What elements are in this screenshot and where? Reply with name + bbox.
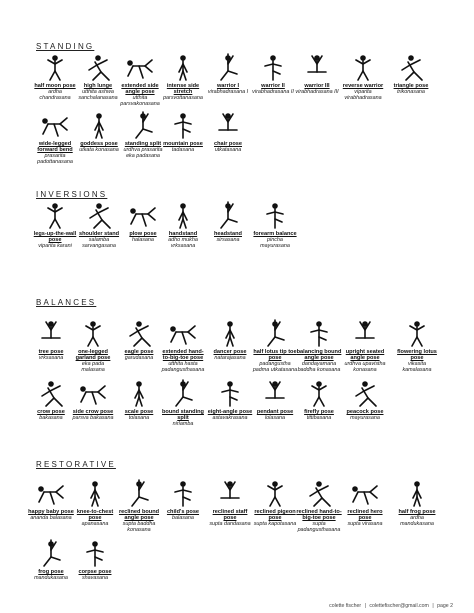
- pose-figure-icon: [215, 478, 245, 508]
- pose-sanskrit-name: balasana: [172, 515, 194, 522]
- pose-card-restorative: [28, 478, 74, 521]
- pose-name: intense side stretch: [166, 83, 200, 96]
- pose-sanskrit-name: tolasana: [128, 415, 150, 422]
- pose-name: triangle pose: [393, 83, 429, 89]
- pose-figure-icon: [302, 52, 332, 82]
- pose-sanskrit-name: mayurasana: [350, 415, 380, 422]
- footer-separator: |: [432, 603, 434, 609]
- pose-card-restorative: [72, 478, 118, 527]
- pose-figure-icon: [350, 478, 380, 508]
- pose-figure-icon: [36, 478, 66, 508]
- pose-name: chair pose: [214, 141, 242, 147]
- pose-name: half frog pose: [398, 509, 436, 515]
- pose-sanskrit-name: utkata konasana: [79, 147, 119, 154]
- pose-figure-icon: [124, 478, 154, 508]
- pose-sanskrit-name: virabhadrasana II: [252, 89, 294, 96]
- pose-name: goddess pose: [80, 141, 118, 147]
- pose-sanskrit-name: supta dandasana: [209, 521, 251, 528]
- pose-sanskrit-name: sirsasana: [216, 237, 240, 244]
- pose-card-balances: [160, 378, 206, 427]
- pose-card-balances: [252, 378, 298, 421]
- pose-card-inversions: [205, 200, 251, 243]
- pose-figure-icon: [348, 52, 378, 82]
- pose-sanskrit-name: utthita hasta padangusthasana: [161, 361, 205, 374]
- pose-card-balances: [207, 378, 253, 421]
- pose-figure-icon: [304, 318, 334, 348]
- pose-sanskrit-name: ananda balasana: [30, 515, 72, 522]
- pose-card-inversions: [160, 200, 206, 249]
- pose-figure-icon: [215, 378, 245, 408]
- pose-figure-icon: [124, 318, 154, 348]
- pose-figure-icon: [350, 318, 380, 348]
- pose-name: reclined pigeon pose: [254, 509, 296, 522]
- pose-name: knee-to-chest pose: [76, 509, 114, 522]
- pose-card-standing: [340, 52, 386, 101]
- pose-figure-icon: [80, 478, 110, 508]
- pose-sanskrit-name: supta virasana: [347, 521, 383, 528]
- pose-name: high lunge: [83, 83, 113, 89]
- pose-name: child's pose: [166, 509, 200, 515]
- footer-page: page 2: [437, 603, 453, 609]
- pose-sanskrit-name: shavasana: [81, 575, 109, 582]
- page-footer: [328, 603, 454, 609]
- pose-figure-icon: [40, 110, 70, 140]
- pose-name: flowering lotus pose: [397, 349, 437, 362]
- pose-card-standing: [205, 110, 251, 153]
- pose-figure-icon: [168, 318, 198, 348]
- pose-name: reclined hand-to-big-toe pose: [296, 509, 342, 522]
- pose-sanskrit-name: astavakrasana: [212, 415, 248, 422]
- pose-card-restorative: [207, 478, 253, 527]
- pose-figure-icon: [80, 538, 110, 568]
- pose-sanskrit-name: urdhva upavistha konasana: [344, 361, 386, 374]
- pose-sanskrit-name: lolasana: [264, 415, 286, 422]
- pose-name: scale pose: [124, 409, 154, 415]
- pose-sanskrit-name: virabhadrasana III: [295, 89, 339, 96]
- pose-card-standing: [117, 52, 163, 107]
- pose-card-standing: [388, 52, 434, 95]
- pose-figure-icon: [125, 52, 155, 82]
- pose-card-balances: [160, 318, 206, 373]
- pose-figure-icon: [78, 378, 108, 408]
- pose-card-standing: [160, 110, 206, 153]
- pose-figure-icon: [304, 478, 334, 508]
- pose-figure-icon: [124, 378, 154, 408]
- pose-figure-icon: [260, 200, 290, 230]
- pose-sanskrit-name: ardha mandukasana: [400, 515, 434, 528]
- pose-name: warrior II: [261, 83, 285, 89]
- pose-name: forearm balance: [253, 231, 297, 237]
- section-title-balances: BALANCES: [36, 298, 97, 307]
- pose-card-balances: [207, 318, 253, 361]
- pose-name: eagle pose: [124, 349, 154, 355]
- pose-sanskrit-name: padangustha padma utkatasana: [252, 361, 298, 374]
- pose-sanskrit-name: supta baddha konasana: [122, 521, 156, 534]
- pose-sanskrit-name: tadasana: [171, 147, 195, 154]
- pose-name: reclined staff pose: [212, 509, 248, 522]
- pose-card-restorative: [296, 478, 342, 533]
- pose-figure-icon: [168, 110, 198, 140]
- pose-sanskrit-name: pincha mayurasana: [260, 237, 290, 250]
- pose-card-balances: [70, 378, 116, 421]
- pose-name: corpse pose: [78, 569, 112, 575]
- pose-name: reclined hero pose: [347, 509, 383, 522]
- pose-sanskrit-name: utthita parsvakonasana: [120, 95, 160, 108]
- pose-sanskrit-name: parsvottanasana: [163, 95, 203, 102]
- pose-sanskrit-name: eka pada malasana: [81, 361, 105, 374]
- pose-sanskrit-name: supta kapotasana: [253, 521, 297, 528]
- pose-name: half lotus tip toe pose: [253, 349, 297, 362]
- pose-sanskrit-name: supta padangusthasana: [297, 521, 341, 534]
- pose-sanskrit-name: prasarita padottanasana: [37, 153, 73, 166]
- pose-name: one-legged garland pose: [75, 349, 111, 362]
- pose-card-standing: [250, 52, 296, 95]
- pose-figure-icon: [128, 200, 158, 230]
- pose-figure-icon: [84, 110, 114, 140]
- pose-card-standing: [75, 52, 121, 101]
- pose-name: bound standing split: [162, 409, 204, 422]
- pose-figure-icon: [260, 378, 290, 408]
- pose-figure-icon: [36, 378, 66, 408]
- pose-card-inversions: [32, 200, 78, 249]
- pose-sanskrit-name: trikonasana: [397, 89, 425, 96]
- pose-card-restorative: [252, 478, 298, 527]
- pose-card-balances: [252, 318, 298, 373]
- pose-name: shoulder stand: [78, 231, 120, 237]
- pose-card-inversions: [76, 200, 122, 249]
- pose-card-standing: [294, 52, 340, 95]
- pose-figure-icon: [402, 318, 432, 348]
- pose-card-standing: [32, 52, 78, 101]
- pose-figure-icon: [83, 52, 113, 82]
- pose-figure-icon: [168, 52, 198, 82]
- pose-card-restorative: [116, 478, 162, 533]
- pose-card-inversions: [252, 200, 298, 249]
- pose-name: half moon pose: [34, 83, 76, 89]
- pose-figure-icon: [40, 52, 70, 82]
- pose-card-balances: [342, 378, 388, 421]
- pose-figure-icon: [260, 318, 290, 348]
- pose-name: wide-legged forward bend: [37, 141, 73, 154]
- section-title-restorative: RESTORATIVE: [36, 460, 116, 469]
- pose-name: upright seated angle pose: [345, 349, 385, 362]
- section-title-standing: STANDING: [36, 42, 95, 51]
- pose-figure-icon: [78, 318, 108, 348]
- pose-figure-icon: [260, 478, 290, 508]
- pose-card-balances: [28, 318, 74, 361]
- pose-figure-icon: [396, 52, 426, 82]
- pose-name: pendant pose: [256, 409, 294, 415]
- pose-figure-icon: [128, 110, 158, 140]
- pose-sanskrit-name: nirlamba: [172, 421, 194, 428]
- pose-figure-icon: [215, 318, 245, 348]
- pose-card-balances: [296, 378, 342, 421]
- pose-sanskrit-name: halasana: [132, 237, 154, 244]
- pose-card-restorative: [160, 478, 206, 521]
- pose-card-restorative: [72, 538, 118, 581]
- pose-name: mountain pose: [163, 141, 203, 147]
- pose-name: standing split: [124, 141, 162, 147]
- pose-name: eight-angle pose: [207, 409, 253, 415]
- pose-name: plow pose: [129, 231, 157, 237]
- pose-card-balances: [342, 318, 388, 373]
- pose-name: reverse warrior: [342, 83, 384, 89]
- pose-figure-icon: [36, 538, 66, 568]
- pose-sanskrit-name: mandukasana: [34, 575, 68, 582]
- pose-card-standing: [205, 52, 251, 95]
- pose-card-restorative: [28, 538, 74, 581]
- footer-email: colettefischer@gmail.com: [369, 603, 429, 609]
- pose-sanskrit-name: natarajasana: [214, 355, 246, 362]
- pose-figure-icon: [213, 200, 243, 230]
- pose-name: happy baby pose: [28, 509, 74, 515]
- pose-sanskrit-name: viparita karani: [38, 243, 72, 250]
- pose-figure-icon: [213, 52, 243, 82]
- pose-card-balances: [28, 378, 74, 421]
- pose-figure-icon: [40, 200, 70, 230]
- section-title-inversions: INVERSIONS: [36, 190, 108, 199]
- pose-name: crow pose: [37, 409, 65, 415]
- pose-sanskrit-name: ardha chandrasana: [39, 89, 71, 102]
- pose-sanskrit-name: utkatasana: [214, 147, 242, 154]
- pose-sanskrit-name: virabhadrasana I: [207, 89, 249, 96]
- pose-name: extended hand-to-big-toe pose: [162, 349, 204, 362]
- pose-name: legs-up-the-wall pose: [33, 231, 77, 244]
- pose-sanskrit-name: viparita virabhadrasana: [344, 89, 382, 102]
- pose-card-balances: [70, 318, 116, 373]
- pose-figure-icon: [213, 110, 243, 140]
- pose-name: frog pose: [38, 569, 64, 575]
- pose-sanskrit-name: utthita ashwa sanchalanasana: [78, 89, 118, 102]
- pose-sanskrit-name: parsva bakasana: [72, 415, 114, 422]
- pose-figure-icon: [402, 478, 432, 508]
- pose-card-balances: [116, 318, 162, 361]
- pose-card-restorative: [342, 478, 388, 527]
- pose-name: headstand: [214, 231, 242, 237]
- pose-figure-icon: [350, 378, 380, 408]
- footer-separator: |: [364, 603, 366, 609]
- pose-name: dancer pose: [213, 349, 247, 355]
- pose-sanskrit-name: adho mukha vrksasana: [168, 237, 198, 250]
- pose-sanskrit-name: bakasana: [39, 415, 63, 422]
- pose-figure-icon: [258, 52, 288, 82]
- footer-author: colette fischer: [329, 603, 362, 609]
- pose-figure-icon: [168, 478, 198, 508]
- pose-card-standing: [32, 110, 78, 165]
- pose-sanskrit-name: urdhva prasarita eka padasana: [123, 147, 163, 160]
- pose-name: reclined bound angle pose: [118, 509, 160, 522]
- pose-figure-icon: [304, 378, 334, 408]
- pose-name: handstand: [168, 231, 198, 237]
- pose-sanskrit-name: tittibasana: [306, 415, 332, 422]
- pose-sanskrit-name: vrksasana: [38, 355, 64, 362]
- pose-figure-icon: [168, 378, 198, 408]
- pose-name: warrior III: [304, 83, 330, 89]
- pose-name: firefly pose: [304, 409, 334, 415]
- pose-card-standing: [76, 110, 122, 153]
- pose-sanskrit-name: salamba sarvangasana: [82, 237, 116, 250]
- pose-sanskrit-name: vikasita kamalasana: [402, 361, 432, 374]
- pose-name: warrior I: [216, 83, 240, 89]
- pose-name: peacock pose: [346, 409, 384, 415]
- pose-sanskrit-name: apanasana: [81, 521, 109, 528]
- pose-name: side crow pose: [72, 409, 114, 415]
- pose-name: balancing bound angle pose: [296, 349, 342, 362]
- pose-card-balances: [296, 318, 342, 373]
- pose-figure-icon: [168, 200, 198, 230]
- pose-figure-icon: [84, 200, 114, 230]
- pose-card-balances: [394, 318, 440, 373]
- pose-card-restorative: [394, 478, 440, 527]
- pose-name: extended side angle pose: [121, 83, 159, 96]
- pose-name: tree pose: [38, 349, 64, 355]
- pose-card-balances: [116, 378, 162, 421]
- pose-sanskrit-name: dandayamana baddha konasana: [297, 361, 341, 374]
- pose-card-standing: [160, 52, 206, 101]
- pose-figure-icon: [36, 318, 66, 348]
- pose-sanskrit-name: garudasana: [124, 355, 154, 362]
